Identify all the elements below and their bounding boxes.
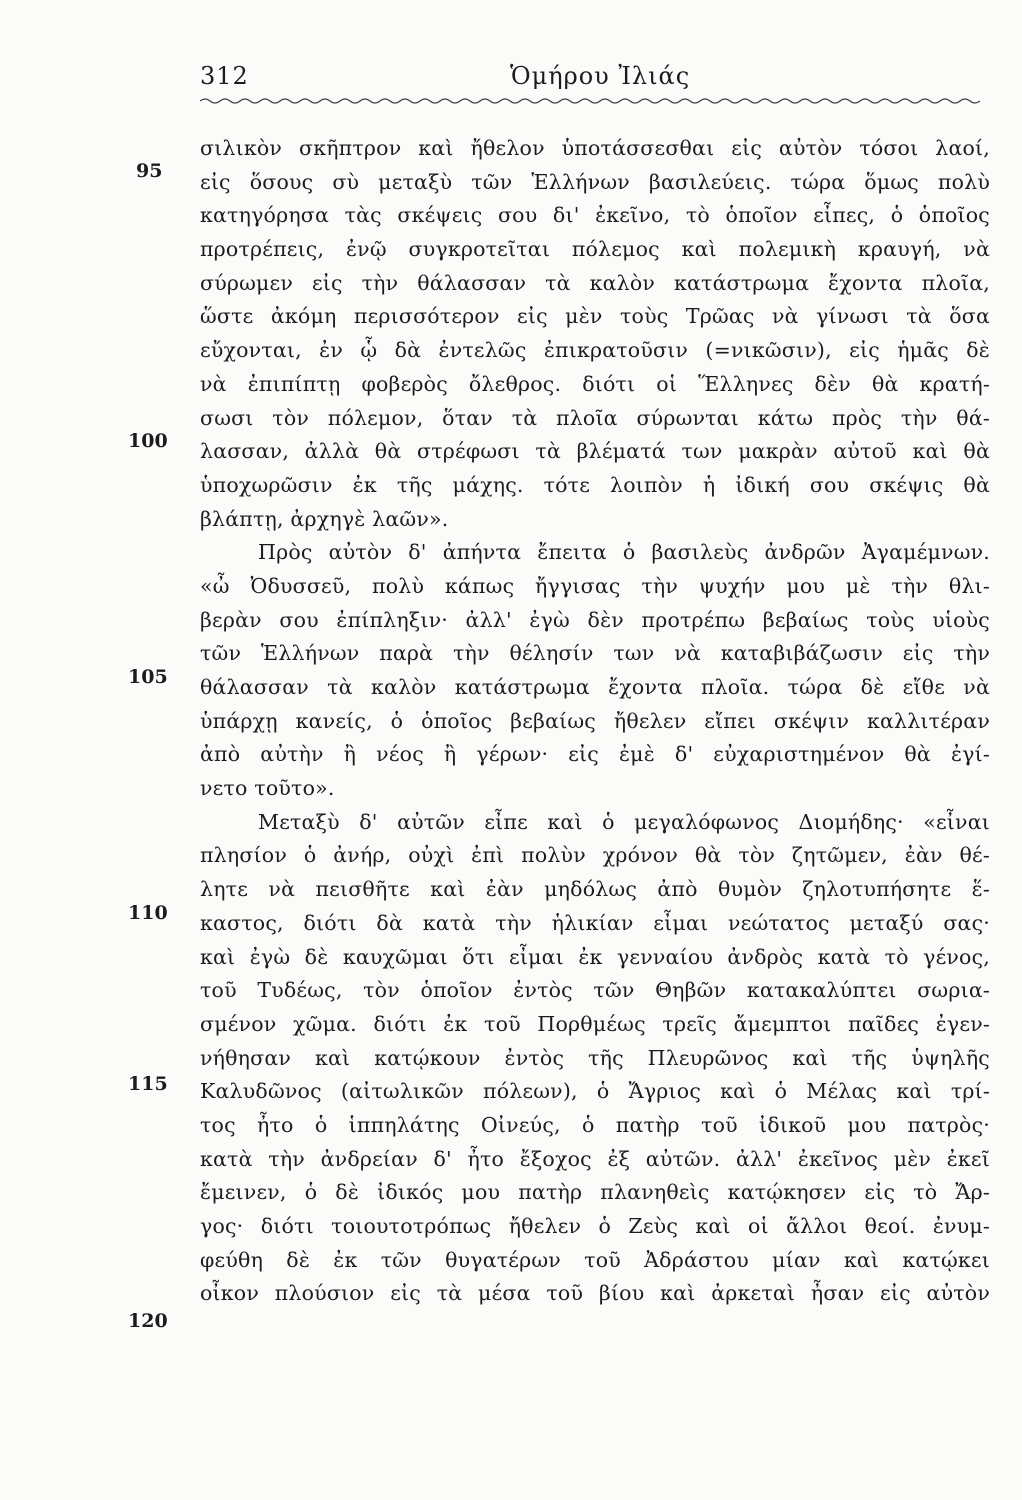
text-line: τοῦ Τυδέως, τὸν ὁποῖον ἐντὸς τῶν Θηβῶν κατακαλύπτει σωρια- bbox=[200, 978, 990, 1003]
text-line: λητε νὰ πεισθῆτε καὶ ἐὰν μηδόλως ἀπὸ θυμὸν ζηλοτυπήσητε ἕ- bbox=[200, 877, 990, 902]
text-line: τος ἦτο ὁ ἱππηλάτης Οἰνεύς, ὁ πατὴρ τοῦ ἰδικοῦ μου πατρὸς· bbox=[200, 1112, 990, 1137]
text-line: νὰ ἐπιπίπτῃ φοβερὸς ὄλεθρος. διότι οἱ Ἕλληνες δὲν θὰ κρατή- bbox=[200, 371, 990, 396]
text-line: νετο τοῦτο». bbox=[200, 776, 335, 801]
text-line: σύρωμεν εἰς τὴν θάλασσαν τὰ καλὸν κατάστρωμα ἔχοντα πλοῖα, bbox=[200, 270, 990, 295]
header-ornamental-rule bbox=[200, 97, 980, 105]
line-number-95: 95 bbox=[136, 160, 163, 182]
page-header bbox=[200, 62, 990, 102]
text-line: γος· διότι τοιουτοτρόπως ἤθελεν ὁ Ζεὺς καὶ οἱ ἄλλοι θεοί. ἐνυμ- bbox=[200, 1214, 990, 1238]
text-line: καὶ ἐγὼ δὲ καυχῶμαι ὅτι εἶμαι ἐκ γενναίου ἀνδρὸς κατὰ τὸ γένος, bbox=[200, 944, 990, 969]
body-text bbox=[200, 132, 990, 1311]
text-line: εἰς ὅσους σὺ μεταξὺ τῶν Ἑλλήνων βασιλεύεις. τώρα ὅμως πολὺ bbox=[200, 169, 990, 194]
text-line: ὑπάρχῃ κανείς, ὁ ὁποῖος βεβαίως ἤθελεν εἴπει σκέψιν καλλιτέραν bbox=[200, 708, 990, 733]
text-line: φεύθη δὲ ἐκ τῶν θυγατέρων τοῦ Ἀδράστου μίαν καὶ κατῴκει bbox=[200, 1247, 990, 1272]
text-line-paragraph-start: Πρὸς αὐτὸν δ' ἀπήντα ἔπειτα ὁ βασιλεὺς ἀνδρῶν Ἀγαμέμνων. bbox=[258, 540, 990, 565]
text-line: κατὰ τὴν ἀνδρείαν δ' ἦτο ἔξοχος ἐξ αὐτῶν. ἀλλ' ἐκεῖνος μὲν ἐκεῖ bbox=[200, 1146, 990, 1171]
line-number-105: 105 bbox=[128, 666, 168, 688]
text-line: ἔμεινεν, ὁ δὲ ἰδικός μου πατὴρ πλανηθεὶς κατῴκησεν εἰς τὸ Ἄρ- bbox=[200, 1180, 990, 1205]
text-line: ὥστε ἀκόμη περισσότερον εἰς μὲν τοὺς Τρῶας νὰ γίνωσι τὰ ὅσα bbox=[200, 304, 990, 329]
text-line: σμένον χῶμα. διότι ἐκ τοῦ Πορθμέως τρεῖς ἄμεμπτοι παῖδες ἐγεν- bbox=[200, 1011, 990, 1036]
text-line: βερὰν σου ἐπίπληξιν· ἀλλ' ἐγὼ δὲν προτρέπω βεβαίως τοὺς υἱοὺς bbox=[200, 607, 990, 632]
text-line: οἶκον πλούσιον εἰς τὰ μέσα τοῦ βίου καὶ ἀρκεταὶ ἦσαν εἰς αὐτὸν bbox=[200, 1281, 990, 1306]
text-line: ἀπὸ αὐτὴν ἢ νέος ἢ γέρων· εἰς ἐμὲ δ' εὐχαριστημένον θὰ ἐγί- bbox=[200, 742, 990, 767]
text-line: προτρέπεις, ἐνῷ συγκροτεῖται πόλεμος καὶ πολεμικὴ κραυγή, νὰ bbox=[200, 237, 990, 262]
line-number-120: 120 bbox=[128, 1310, 168, 1332]
text-line: «ὦ Ὀδυσσεῦ, πολὺ κάπως ἤγγισας τὴν ψυχήν μου μὲ τὴν θλι- bbox=[200, 573, 990, 598]
text-line: λασσαν, ἀλλὰ θὰ στρέφωσι τὰ βλέματά των μακρὰν αὐτοῦ καὶ θὰ bbox=[200, 439, 990, 464]
text-line: ὑποχωρῶσιν ἐκ τῆς μάχης. τότε λοιπὸν ἡ ἰδική σου σκέψις θὰ bbox=[200, 472, 990, 497]
text-line: σιλικὸν σκῆπτρον καὶ ἤθελον ὑποτάσσεσθαι εἰς αὐτὸν τόσοι λαοί, bbox=[200, 136, 990, 160]
text-line: σωσι τὸν πόλεμον, ὅταν τὰ πλοῖα σύρωνται κάτω πρὸς τὴν θά- bbox=[200, 405, 990, 430]
text-line: τῶν Ἑλλήνων παρὰ τὴν θέλησίν των νὰ καταβιβάζωσιν εἰς τὴν bbox=[200, 641, 990, 666]
text-line: νήθησαν καὶ κατῴκουν ἐντὸς τῆς Πλευρῶνος καὶ τῆς ὑψηλῆς bbox=[200, 1045, 990, 1070]
text-line: εὔχονται, ἐν ᾧ δὰ ἐντελῶς ἐπικρατοῦσιν (=νικῶσιν), εἰς ἡμᾶς δὲ bbox=[200, 338, 990, 363]
text-line: βλάπτῃ, ἀρχηγὲ λαῶν». bbox=[200, 506, 449, 531]
line-number-115: 115 bbox=[128, 1073, 168, 1095]
text-line: πλησίον ὁ ἀνήρ, οὐχὶ ἐπὶ πολὺν χρόνον θὰ τὸν ζητῶμεν, ἐὰν θέ- bbox=[200, 843, 990, 868]
text-line: Καλυδῶνος (αἰτωλικῶν πόλεων), ὁ Ἄγριος καὶ ὁ Μέλας καὶ τρί- bbox=[200, 1079, 990, 1104]
line-number-100: 100 bbox=[128, 430, 168, 452]
text-line-paragraph-start: Μεταξὺ δ' αὐτῶν εἶπε καὶ ὁ μεγαλόφωνος Διομήδης· «εἶναι bbox=[258, 809, 990, 834]
running-title: Ὁμήρου Ἰλιάς bbox=[510, 62, 691, 90]
text-line: θάλασσαν τὰ καλὸν κατάστρωμα ἔχοντα πλοῖα. τώρα δὲ εἴθε νὰ bbox=[200, 675, 990, 699]
page-number: 312 bbox=[200, 62, 249, 90]
line-number-110: 110 bbox=[128, 902, 168, 924]
text-line: κατηγόρησα τὰς σκέψεις σου δι' ἐκεῖνο, τὸ ὁποῖον εἶπες, ὁ ὁποῖος bbox=[200, 203, 990, 228]
text-line: καστος, διότι δὰ κατὰ τὴν ἡλικίαν εἶμαι νεώτατος μεταξύ σας· bbox=[200, 910, 990, 935]
